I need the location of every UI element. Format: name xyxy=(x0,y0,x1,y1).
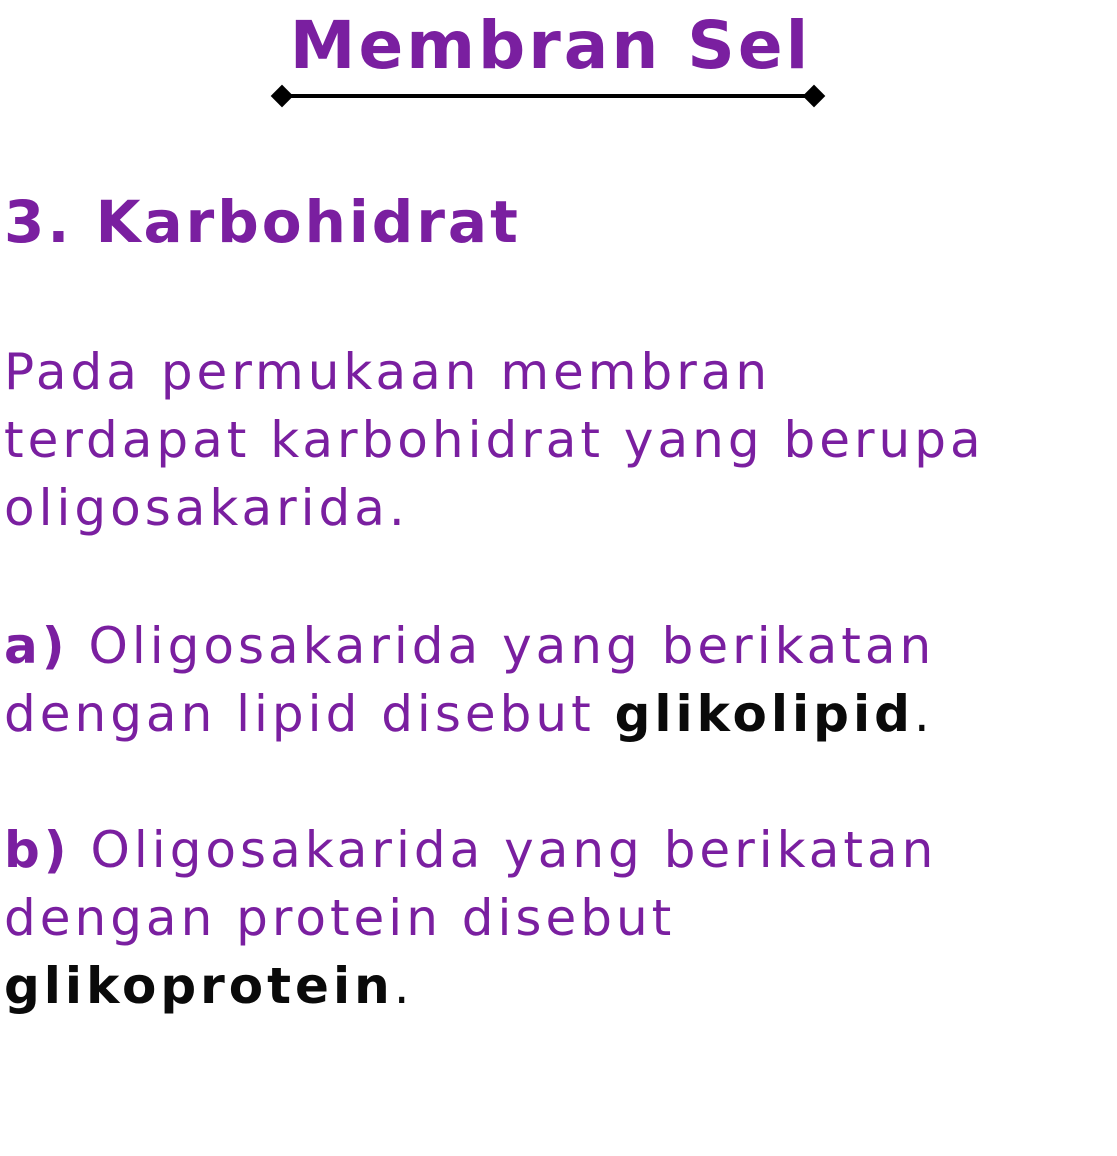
intro-line: terdapat karbohidrat yang berupa xyxy=(4,411,985,469)
glikolipid-term: glikolipid xyxy=(614,685,914,743)
point-a-line-2 xyxy=(4,680,935,748)
point-b-paragraph xyxy=(4,816,937,1020)
point-b-period: . xyxy=(393,957,414,1015)
section-heading: 3. Karbohidrat xyxy=(4,188,521,256)
point-a-text: dengan lipid disebut xyxy=(4,685,615,743)
glikoprotein-term: glikoprotein xyxy=(4,957,394,1015)
intro-line: oligosakarida. xyxy=(4,479,409,537)
point-b-line-2: dengan protein disebut xyxy=(4,889,676,947)
point-a-line-1 xyxy=(4,612,935,680)
point-a-text: Oligosakarida yang berikatan xyxy=(68,617,936,675)
point-b-line-1 xyxy=(4,816,937,884)
point-b-line-3 xyxy=(4,952,937,1020)
point-a-label: a) xyxy=(4,617,69,675)
intro-paragraph xyxy=(4,338,985,542)
point-b-label: b) xyxy=(4,821,71,879)
intro-line: Pada permukaan membran xyxy=(4,343,772,401)
point-a-period: . xyxy=(913,685,934,743)
point-a-paragraph xyxy=(4,612,935,748)
page-title: Membran Sel xyxy=(289,7,812,84)
title-underline-divider xyxy=(270,84,826,108)
point-b-text: Oligosakarida yang berikatan xyxy=(70,821,938,879)
